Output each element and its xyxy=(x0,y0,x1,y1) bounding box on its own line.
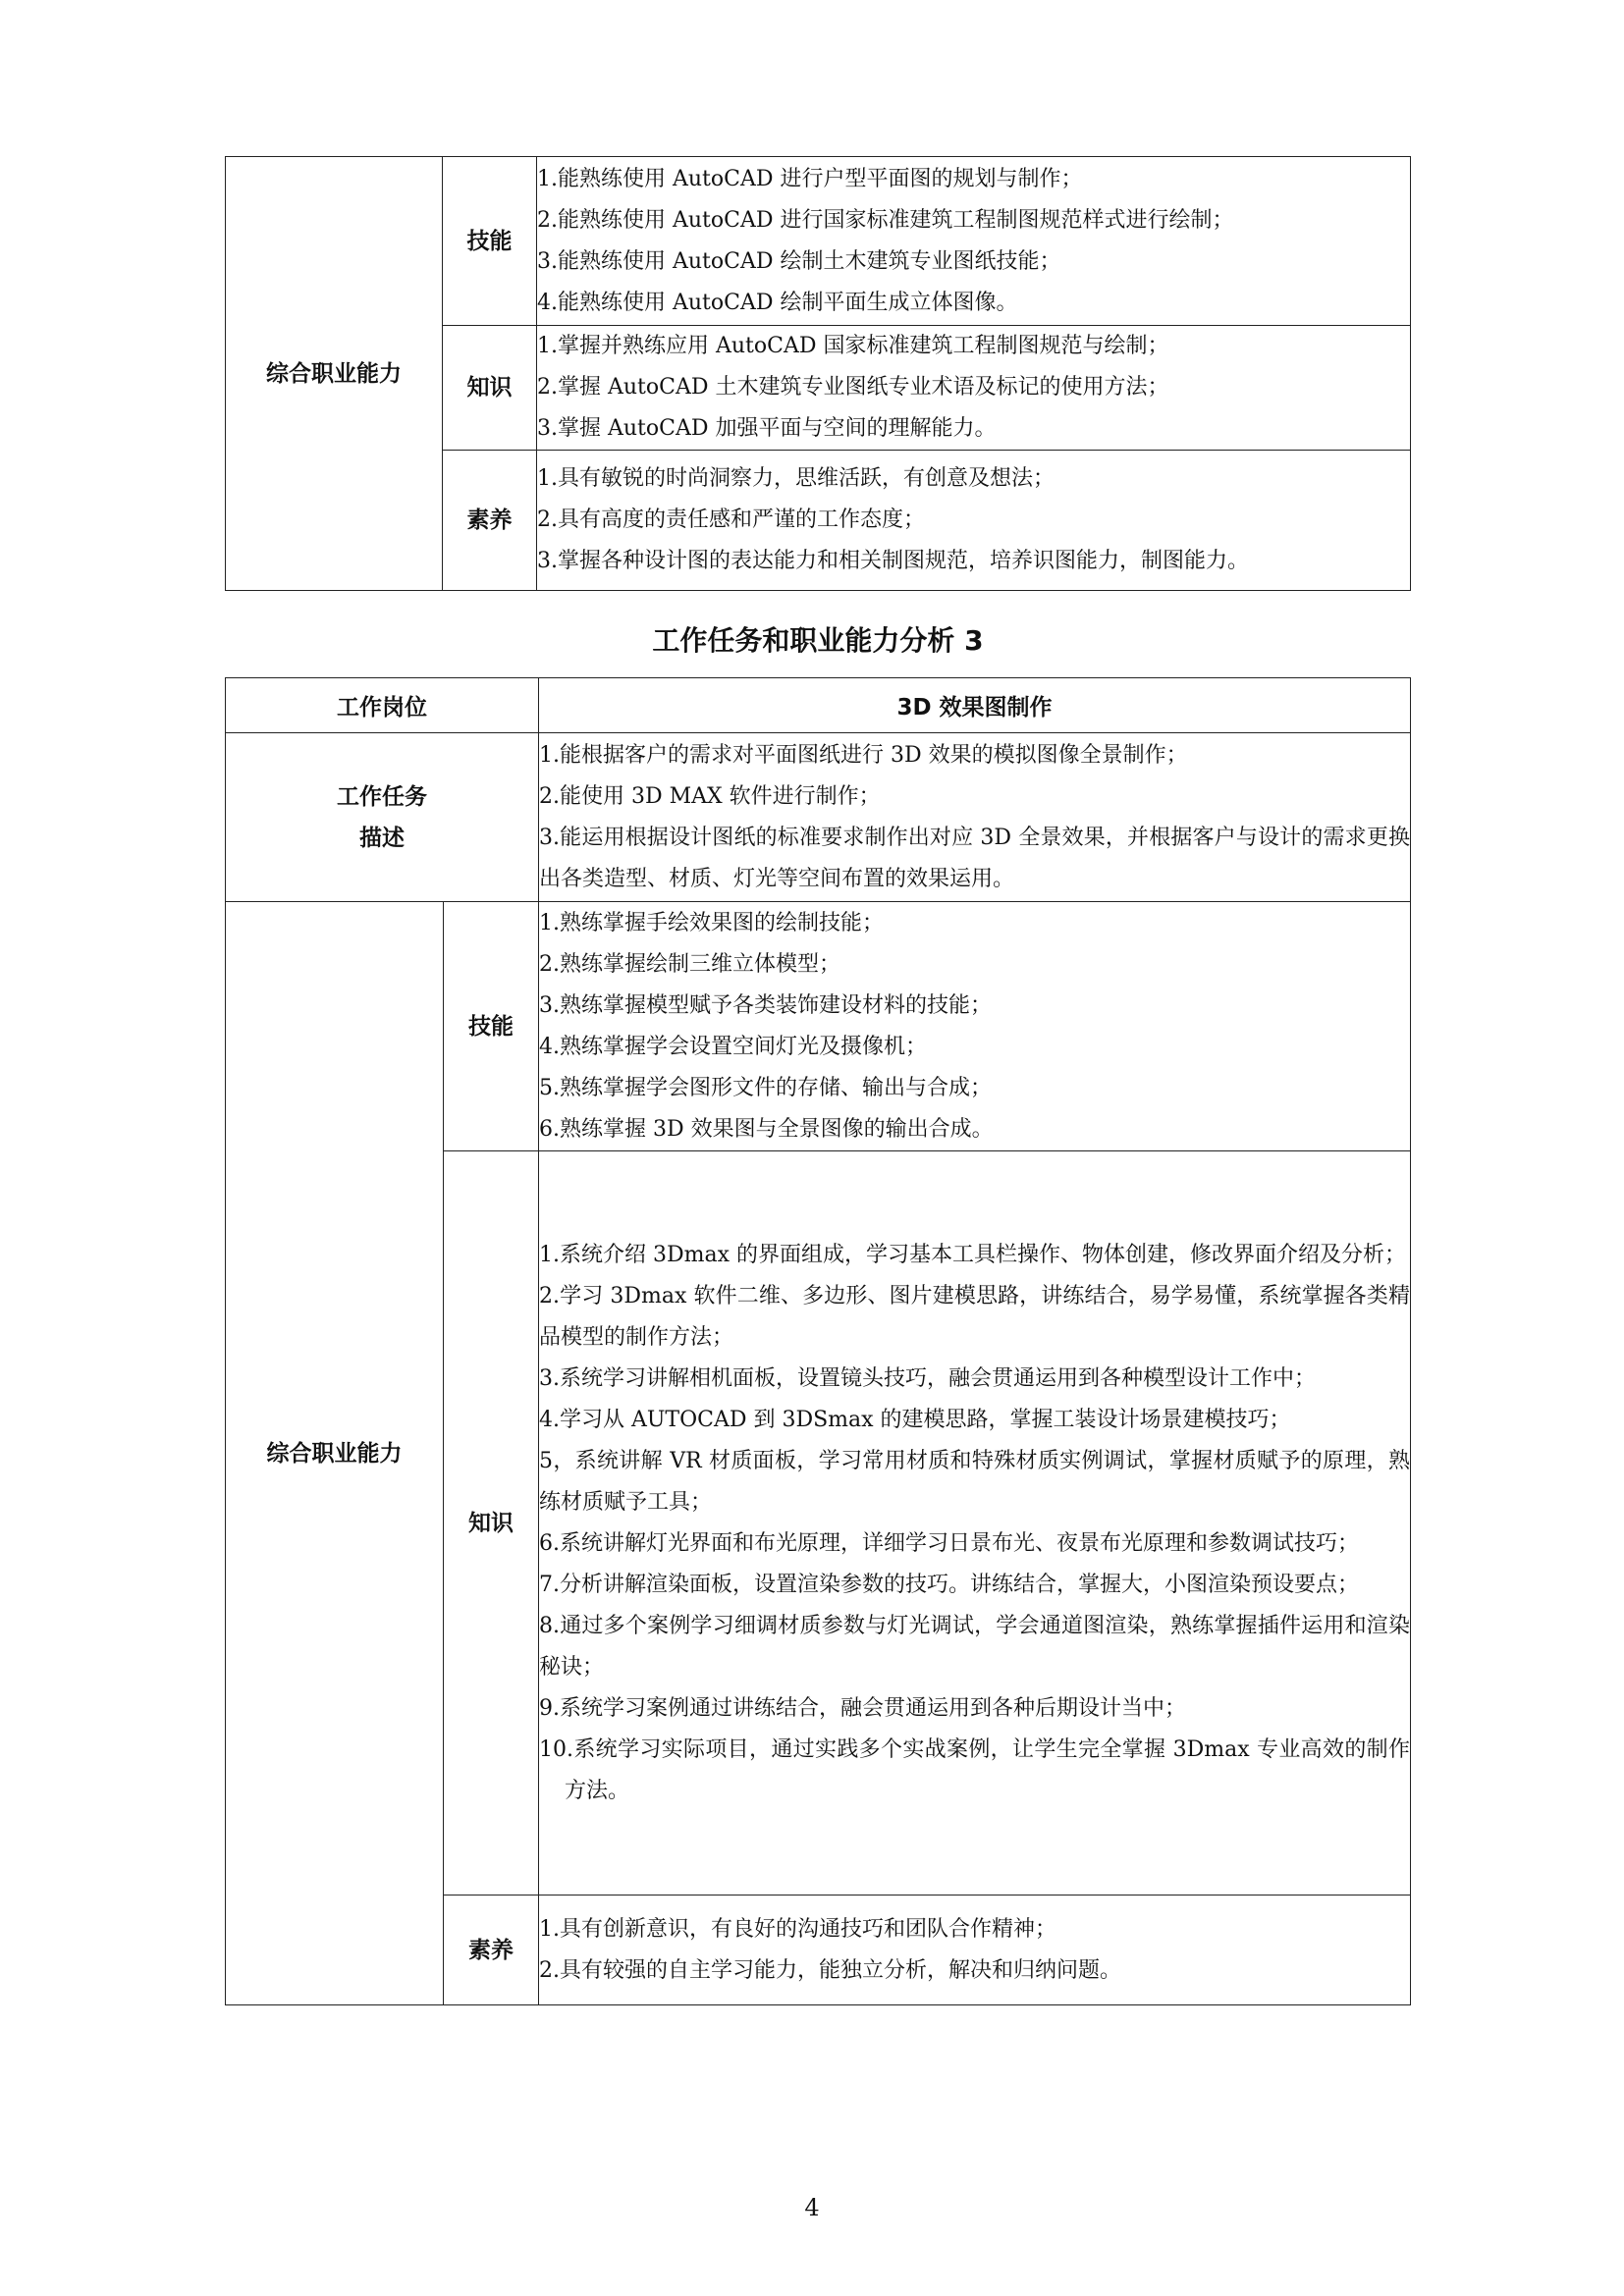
list-item: 5，系统讲解 VR 材质面板，学习常用材质和特殊材质实例调试，掌握材质赋予的原理，熟练材质赋予工具； xyxy=(539,1448,1410,1515)
list-item: 4.熟练掌握学会设置空间灯光及摄像机； xyxy=(539,1034,927,1059)
comprehensive-ability-label: 综合职业能力 xyxy=(226,902,444,2005)
quality-content xyxy=(539,1896,1411,2005)
list-item: 1.能根据客户的需求对平面图纸进行 3D 效果的模拟图像全景制作； xyxy=(539,742,1188,768)
skills-label: 技能 xyxy=(444,902,539,1151)
list-item: 1.能熟练使用 AutoCAD 进行户型平面图的规划与制作； xyxy=(537,166,1083,191)
knowledge-label: 知识 xyxy=(443,326,537,451)
list-item: 2.能使用 3D MAX 软件进行制作； xyxy=(539,783,881,809)
list-item: 2.掌握 AutoCAD 土木建筑专业图纸专业术语及标记的使用方法； xyxy=(537,375,1169,400)
quality-content xyxy=(537,451,1411,591)
table-row xyxy=(226,733,1411,902)
page-number: 4 xyxy=(804,2194,820,2221)
list-item: 1.掌握并熟练应用 AutoCAD 国家标准建筑工程制图规范与绘制； xyxy=(537,334,1169,358)
list-item: 1.具有敏锐的时尚洞察力，思维活跃，有创意及想法； xyxy=(537,466,1055,491)
list-item: 9.系统学习案例通过讲练结合，融会贯通运用到各种后期设计当中； xyxy=(539,1695,1186,1721)
skills-label: 技能 xyxy=(443,157,537,326)
quality-label: 素养 xyxy=(443,451,537,591)
list-item: 4.学习从 AUTOCAD 到 3DSmax 的建模思路，掌握工装设计场景建模技巧； xyxy=(539,1407,1291,1432)
knowledge-content xyxy=(537,326,1411,451)
task-description-content xyxy=(539,733,1411,902)
list-item: 7.分析讲解渲染面板，设置渲染参数的技巧。讲练结合，掌握大，小图渲染预设要点； xyxy=(539,1572,1359,1597)
task-description-label xyxy=(226,733,539,902)
list-item: 1.系统介绍 3Dmax 的界面组成，学习基本工具栏操作、物体创建，修改界面介绍及分析； xyxy=(539,1242,1406,1267)
list-item: 3.系统学习讲解相机面板，设置镜头技巧，融会贯通运用到各种模型设计工作中； xyxy=(539,1365,1316,1391)
position-label: 工作岗位 xyxy=(226,678,539,733)
list-item: 2.具有较强的自主学习能力，能独立分析，解决和归纳问题。 xyxy=(539,1957,1121,1983)
list-item: 3.能熟练使用 AutoCAD 绘制土木建筑专业图纸技能； xyxy=(537,248,1061,274)
list-item: 5.熟练掌握学会图形文件的存储、输出与合成； xyxy=(539,1075,992,1100)
skills-content xyxy=(539,902,1411,1151)
comprehensive-ability-label: 综合职业能力 xyxy=(226,157,443,591)
knowledge-label: 知识 xyxy=(444,1151,539,1896)
list-item: 2.学习 3Dmax 软件二维、多边形、图片建模思路，讲练结合，易学易懂，系统掌握各类精品模型的制作方法； xyxy=(539,1283,1410,1350)
table-row xyxy=(226,157,1411,326)
list-item: 2.能熟练使用 AutoCAD 进行国家标准建筑工程制图规范样式进行绘制； xyxy=(537,207,1234,233)
list-item: 3.能运用根据设计图纸的标准要求制作出对应 3D 全景效果，并根据客户与设计的需求更换出各类造型、材质、灯光等空间布置的效果运用。 xyxy=(539,825,1410,891)
list-item: 1.熟练掌握手绘效果图的绘制技能； xyxy=(539,910,884,935)
section-title: 工作任务和职业能力分析 3 xyxy=(652,624,984,657)
task-label-line1: 工作任务 xyxy=(337,783,427,810)
list-item: 3.掌握各种设计图的表达能力和相关制图规范，培养识图能力，制图能力。 xyxy=(537,549,1249,573)
list-item: 2.具有高度的责任感和严谨的工作态度； xyxy=(537,507,925,532)
list-item: 6.系统讲解灯光界面和布光原理，详细学习日景布光、夜景布光原理和参数调试技巧； xyxy=(539,1530,1359,1556)
position-value: 3D 效果图制作 xyxy=(539,678,1411,733)
list-item: 3.掌握 AutoCAD 加强平面与空间的理解能力。 xyxy=(537,416,997,441)
task-label-line2: 描述 xyxy=(359,825,405,851)
list-item: 3.熟练掌握模型赋予各类装饰建设材料的技能； xyxy=(539,992,992,1018)
table-row xyxy=(226,902,1411,1151)
list-item: 10.系统学习实际项目，通过实践多个实战案例，让学生完全掌握 3Dmax 专业高效的制作方法。 xyxy=(539,1736,1410,1803)
list-item: 8.通过多个案例学习细调材质参数与灯光调试，学会通道图渲染，熟练掌握插件运用和渲染秘诀； xyxy=(539,1613,1410,1680)
quality-label: 素养 xyxy=(444,1896,539,2005)
list-item: 4.能熟练使用 AutoCAD 绘制平面生成立体图像。 xyxy=(537,290,1018,315)
knowledge-content xyxy=(539,1151,1411,1896)
table-row xyxy=(226,678,1411,733)
list-item: 2.熟练掌握绘制三维立体模型； xyxy=(539,951,840,977)
skills-content xyxy=(537,157,1411,326)
competency-table-3 xyxy=(225,677,1411,2005)
list-item: 6.熟练掌握 3D 效果图与全景图像的输出合成。 xyxy=(539,1116,994,1142)
competency-table-continued xyxy=(225,156,1411,591)
list-item: 1.具有创新意识，有良好的沟通技巧和团队合作精神； xyxy=(539,1916,1056,1942)
